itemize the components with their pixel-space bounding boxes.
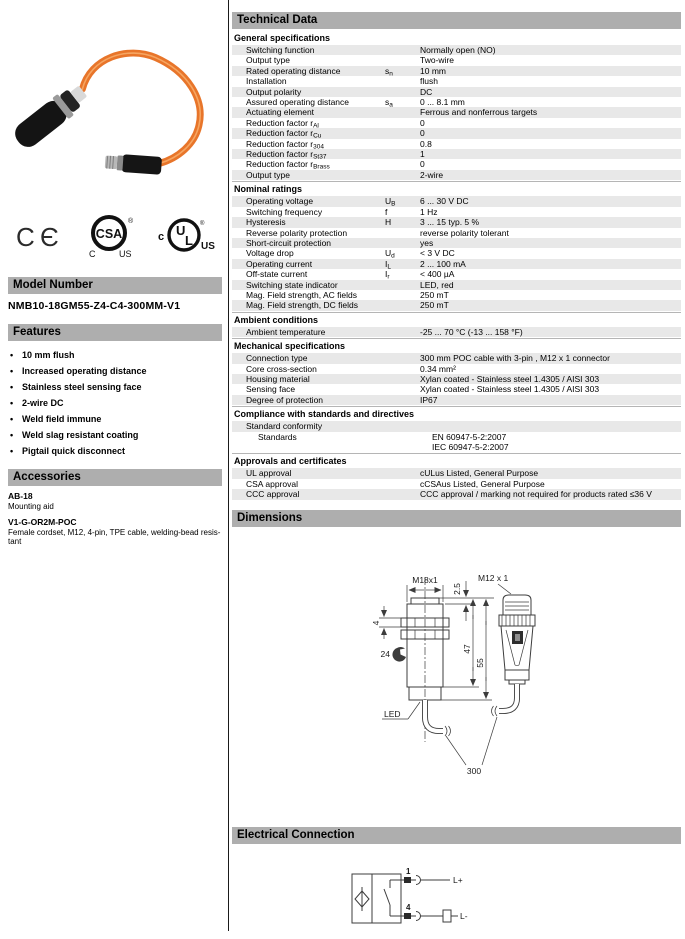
spec-row	[232, 259, 681, 269]
spec-symbol	[385, 280, 420, 290]
dimension-label-wrench: 24	[380, 648, 390, 659]
spec-row	[232, 290, 681, 300]
features-header: Features	[8, 324, 222, 341]
spec-section-header: Ambient conditions	[232, 312, 681, 327]
m12-connector-drawing	[492, 595, 536, 716]
spec-row	[232, 45, 681, 55]
spec-symbol: H	[385, 217, 392, 228]
svg-text:US: US	[119, 249, 132, 259]
spec-value: 300 mm POC cable with 3-pin , M12 x 1 connector	[420, 353, 610, 364]
load-symbol	[443, 910, 451, 922]
features-list	[8, 347, 222, 459]
spec-row	[232, 139, 681, 149]
svg-text:C: C	[89, 249, 96, 259]
spec-symbol	[385, 353, 420, 363]
wrench-icon	[392, 647, 406, 662]
spec-symbol	[385, 479, 420, 489]
spec-label: Reduction factor $r_{Al}$	[246, 117, 319, 130]
electrical-connection-header: Electrical Connection	[232, 827, 681, 844]
spec-value: IP67	[420, 394, 438, 405]
spec-section-header: General specifications	[234, 33, 331, 43]
spec-label: Sensing face	[246, 384, 296, 395]
spec-value: yes	[420, 237, 434, 248]
spec-value: LED, red	[420, 279, 454, 290]
spec-section-header: Nominal ratings	[232, 181, 681, 196]
spec-row	[232, 66, 681, 76]
spec-row	[232, 479, 681, 489]
wire-pin1	[401, 867, 463, 885]
spec-label: Reverse polarity protection	[246, 227, 348, 238]
sidebar	[8, 0, 222, 547]
pin4-label: 4	[406, 902, 411, 912]
spec-symbol	[385, 128, 420, 138]
spec-row	[232, 421, 681, 431]
spec-label: Voltage drop	[246, 248, 294, 259]
spec-label: Connection type	[246, 353, 308, 364]
dimension-label-55: 55	[475, 657, 485, 668]
sensor-body	[10, 80, 91, 152]
switch-symbol	[384, 880, 401, 916]
spec-row	[232, 238, 681, 248]
spec-row	[232, 217, 681, 227]
electrical-connection-drawing	[232, 861, 681, 939]
spec-label: Operating current	[246, 258, 313, 269]
dimension-label-47: 47	[462, 643, 472, 654]
feature-item: • Pigtail quick disconnect	[8, 443, 222, 459]
accessory-name: AB-18	[8, 491, 33, 501]
spec-value: 250 mT	[420, 289, 449, 300]
spec-row	[232, 128, 681, 138]
spec-label: Degree of protection	[246, 394, 324, 405]
spec-label: Standard conformity	[246, 421, 323, 432]
spec-symbol: $I_L$	[385, 258, 391, 271]
spec-label: CCC approval	[246, 489, 300, 500]
spec-symbol	[385, 364, 420, 374]
dimensions-header: Dimensions	[232, 510, 681, 527]
spec-row	[232, 327, 681, 337]
pin1-label: 1	[406, 866, 411, 876]
cul-us-mark-icon	[154, 213, 216, 259]
spec-value: flush	[420, 76, 438, 87]
spec-value: reverse polarity tolerant	[420, 227, 509, 238]
spec-value: 6 ... 30 V DC	[420, 196, 469, 207]
column-divider	[228, 0, 229, 931]
spec-value: DC	[420, 86, 433, 97]
accessory-description: Female cordset, M12, 4-pin, TPE cable, welding-bead resis-tant	[8, 527, 221, 546]
dimension-label-nut: 4	[371, 620, 381, 625]
ce-mark-icon	[14, 219, 66, 253]
feature-item: • Weld slag resistant coating	[8, 427, 222, 443]
spec-label: Reduction factor $r_{St37}$	[246, 149, 327, 161]
spec-row	[232, 384, 681, 394]
spec-symbol	[385, 107, 420, 117]
svg-text:®: ®	[200, 221, 205, 227]
spec-symbol	[385, 290, 420, 300]
spec-row	[232, 149, 681, 159]
spec-row	[232, 269, 681, 279]
spec-value: 0 ... 8.1 mm	[420, 97, 465, 108]
spec-value: 1	[420, 149, 425, 160]
spec-label: Standards	[258, 431, 297, 442]
spec-row	[232, 353, 681, 363]
spec-symbol: $U_B$	[385, 196, 396, 208]
spec-label: CSA approval	[246, 478, 298, 489]
svg-text:CSA: CSA	[95, 227, 123, 241]
spec-symbol: $U_d$	[385, 248, 395, 260]
spec-label: Core cross-section	[246, 363, 317, 374]
spec-label: UL approval	[246, 468, 292, 479]
spec-value: EN 60947-5-2:2007 IEC 60947-5-2:2007	[432, 431, 509, 452]
spec-symbol	[385, 300, 420, 310]
spec-label: Mag. Field strength, AC fields	[246, 289, 358, 300]
cable-orange	[82, 53, 200, 163]
dimension-label-cable-length: 300	[466, 765, 482, 776]
spec-row	[232, 364, 681, 374]
spec-symbol	[385, 139, 420, 149]
spec-value: < 400 µA	[420, 269, 455, 280]
svg-text:U: U	[176, 223, 186, 238]
spec-row	[232, 55, 681, 65]
spec-symbol: $s_n$	[385, 65, 393, 78]
spec-row	[232, 374, 681, 384]
spec-row	[232, 280, 681, 290]
spec-row	[232, 300, 681, 310]
spec-value: Ferrous and nonferrous targets	[420, 107, 538, 118]
spec-value: Two-wire	[420, 55, 455, 66]
spec-value: 0.34 mm²	[420, 363, 456, 374]
spec-row	[232, 159, 681, 169]
spec-value: Xylan coated - Stainless steel 1.4305 / AISI 303	[420, 373, 600, 384]
spec-symbol	[385, 76, 420, 86]
technical-data-table	[232, 31, 681, 500]
spec-value: < 3 V DC	[420, 248, 455, 259]
accessories-header: Accessories	[8, 469, 222, 486]
model-number-value: NMB10-18GM55-Z4-C4-300MM-V1	[8, 300, 181, 312]
spec-symbol	[385, 421, 420, 431]
spec-value: cCSAus Listed, General Purpose	[420, 478, 545, 489]
led-label: LED	[384, 708, 401, 719]
svg-text:L: L	[185, 233, 193, 248]
spec-symbol	[385, 170, 420, 180]
spec-row	[232, 107, 681, 117]
dimensions-drawing	[232, 527, 681, 827]
spec-value	[420, 421, 681, 431]
spec-value: 2-wire	[420, 169, 444, 180]
spec-label: Short-circuit protection	[246, 237, 332, 248]
spec-row	[232, 97, 681, 107]
spec-label: Switching function	[246, 45, 315, 55]
spec-label: Hysteresis	[246, 217, 286, 228]
svg-text:Є: Є	[40, 222, 59, 252]
spec-symbol	[397, 432, 432, 453]
spec-row	[232, 170, 681, 180]
spec-symbol	[385, 45, 420, 55]
spec-label: Assured operating distance	[246, 97, 350, 108]
csa-mark-icon	[83, 210, 137, 262]
l-plus-label: L+	[453, 874, 463, 885]
spec-section-header: Mechanical specifications	[232, 338, 681, 353]
spec-label: Ambient temperature	[246, 326, 326, 337]
spec-value: cULus Listed, General Purpose	[420, 468, 539, 479]
spec-symbol: $s_a$	[385, 97, 393, 109]
spec-row	[232, 87, 681, 97]
dimension-label-m12: M12 x 1	[478, 572, 509, 583]
spec-section-header: Approvals and certificates	[232, 453, 681, 468]
feature-item: • Stainless steel sensing face	[8, 379, 222, 395]
spec-symbol	[385, 468, 420, 478]
spec-label: Output type	[246, 169, 290, 180]
spec-label: Off-state current	[246, 269, 308, 280]
spec-label: Operating voltage	[246, 196, 314, 207]
spec-label: Output type	[246, 55, 290, 66]
spec-symbol	[385, 384, 420, 394]
dimension-label-thread: M18x1	[412, 574, 438, 585]
feature-item: • 2-wire DC	[8, 395, 222, 411]
spec-symbol: $I_r$	[385, 269, 390, 281]
model-number-header: Model Number	[8, 277, 222, 294]
spec-row	[232, 489, 681, 499]
spec-symbol: f	[385, 206, 388, 217]
spec-label: Installation	[246, 76, 287, 87]
spec-label: Mag. Field strength, DC fields	[246, 300, 358, 311]
product-photo	[8, 18, 222, 196]
spec-value: 250 mT	[420, 300, 449, 311]
svg-text:®: ®	[128, 218, 134, 225]
accessory-name: V1-G-OR2M-POC	[8, 516, 77, 527]
technical-data-header: Technical Data	[232, 12, 681, 29]
spec-value: 1 Hz	[420, 206, 438, 217]
spec-value: 0	[420, 117, 425, 128]
spec-symbol	[385, 118, 420, 128]
spec-label: Switching frequency	[246, 206, 323, 217]
spec-value: 0	[420, 159, 425, 170]
spec-label: Reduction factor $r_{304}$	[246, 138, 324, 151]
spec-row	[232, 248, 681, 258]
m12-connector	[105, 153, 162, 175]
main-content	[232, 0, 681, 939]
accessories-list	[8, 491, 222, 547]
spec-symbol	[385, 228, 420, 238]
spec-label: Output polarity	[246, 86, 302, 97]
spec-symbol	[385, 55, 420, 65]
spec-row	[232, 118, 681, 128]
spec-label: Switching state indicator	[246, 279, 338, 290]
spec-symbol	[385, 159, 420, 169]
spec-row	[232, 432, 681, 453]
accessory-description: Mounting aid	[8, 502, 54, 511]
svg-text:C: C	[16, 222, 35, 252]
spec-symbol	[385, 327, 420, 337]
spec-value: 2 ... 100 mA	[420, 258, 466, 269]
spec-value: 10 mm	[420, 65, 446, 76]
spec-symbol	[385, 489, 420, 499]
feature-item: • Weld field immune	[8, 411, 222, 427]
spec-value: 0.8	[420, 138, 432, 149]
spec-row	[232, 76, 681, 86]
spec-label: Housing material	[246, 373, 310, 384]
spec-value: CCC approval / marking not required for products rated ≤36 V	[420, 489, 652, 500]
dimension-label-cap-height: 2.5	[452, 582, 462, 595]
spec-label: Actuating element	[246, 107, 315, 118]
l-minus-label: L-	[460, 910, 468, 921]
spec-label: Reduction factor $r_{Cu}$	[246, 128, 322, 140]
spec-symbol	[385, 87, 420, 97]
sensor-cable	[425, 700, 451, 736]
spec-symbol	[385, 395, 420, 405]
wire-pin4	[401, 903, 468, 922]
spec-symbol	[385, 149, 420, 159]
spec-value: 3 ... 15 typ. 5 %	[420, 217, 480, 228]
spec-symbol	[385, 238, 420, 248]
spec-value: -25 ... 70 °C (-13 ... 158 °F)	[420, 326, 523, 337]
spec-label: Reduction factor $r_{Brass}$	[246, 159, 330, 171]
spec-row	[232, 196, 681, 206]
spec-symbol	[385, 374, 420, 384]
svg-text:US: US	[201, 241, 215, 252]
feature-item: • 10 mm flush	[8, 347, 222, 363]
spec-label: Rated operating distance	[246, 65, 341, 76]
feature-item: • Increased operating distance	[8, 363, 222, 379]
spec-value: 0	[420, 128, 425, 139]
spec-value: Xylan coated - Stainless steel 1.4305 / AISI 303	[420, 384, 600, 395]
spec-row	[232, 207, 681, 217]
spec-value: Normally open (NO)	[420, 45, 496, 55]
svg-text:c: c	[158, 231, 165, 243]
spec-row	[232, 228, 681, 238]
spec-row	[232, 468, 681, 478]
spec-row	[232, 395, 681, 405]
certification-marks	[8, 207, 222, 265]
spec-section-header: Compliance with standards and directives	[232, 406, 681, 421]
